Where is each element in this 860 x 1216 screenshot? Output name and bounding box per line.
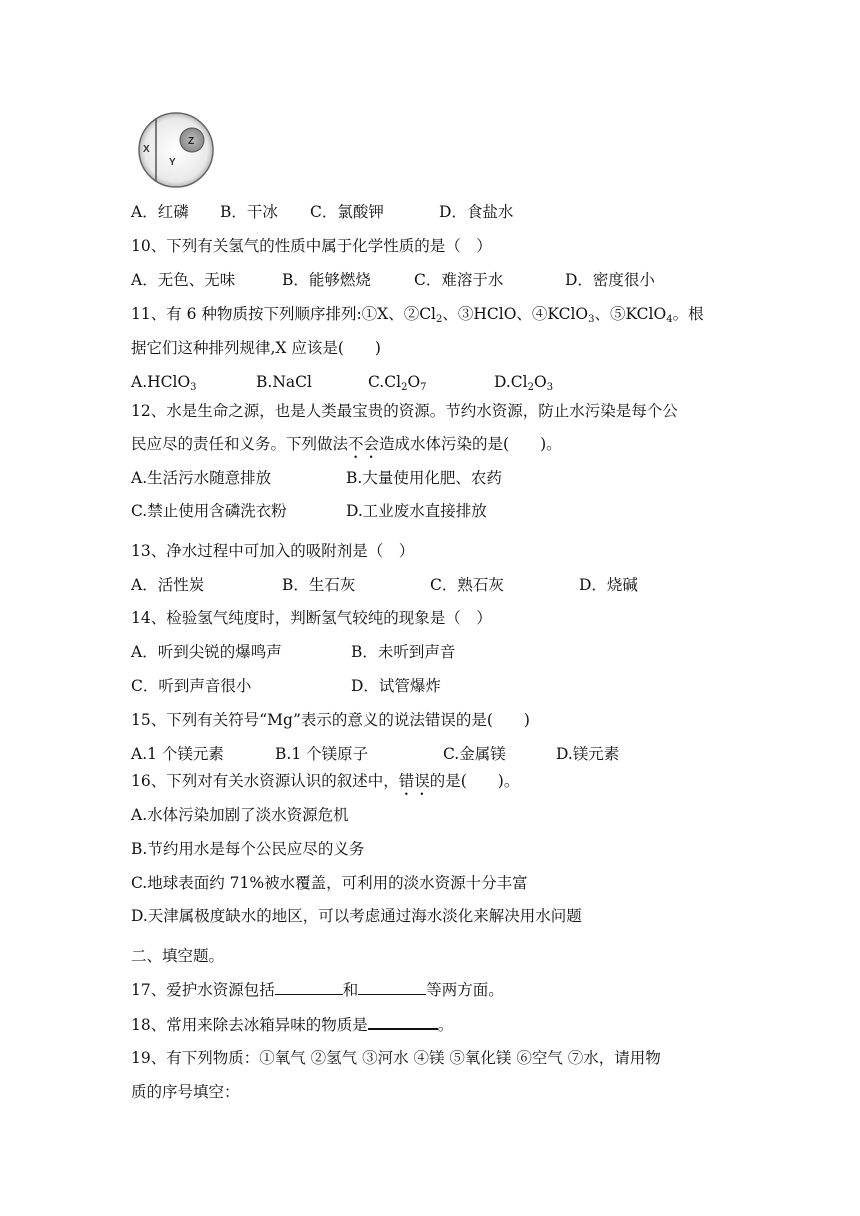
q11-stem-line1 — [131, 304, 704, 324]
q19-stem-line2: 质的序号填空： — [131, 1083, 240, 1101]
q18-text-part: 18、常用来除去冰箱异味的物质是 — [131, 1016, 368, 1034]
q11-option-c-sub: 7 — [420, 382, 427, 393]
label-y: Y — [169, 157, 176, 168]
q11-text-part: 。根 — [672, 305, 704, 323]
q12-option-b: B.大量使用化肥、农药 — [346, 469, 502, 487]
q16-emphasis: 错误 — [398, 772, 430, 790]
q16-option-b: B.节约用水是每个公民应尽的义务 — [131, 840, 365, 858]
q16-stem — [131, 771, 519, 799]
q14-option-a: A．听到尖锐的爆鸣声 — [131, 643, 282, 661]
q11-stem-line2: 据它们这种排列规律,X 应该是( ) — [131, 339, 381, 357]
label-x: X — [143, 144, 150, 155]
circle-x — [139, 113, 213, 187]
q13-option-c: C．熟石灰 — [430, 576, 504, 594]
q10-option-b: B．能够燃烧 — [282, 271, 371, 289]
q10-option-a: A．无色、无味 — [131, 271, 236, 289]
q9-option-d: D．食盐水 — [439, 203, 514, 221]
q12-option-a: A.生活污水随意排放 — [131, 469, 272, 487]
q12-text-part: 民应尽的责任和义务。下列做法 — [131, 435, 349, 453]
q9-option-c: C．氯酸钾 — [310, 203, 384, 221]
q15-option-d: D.镁元素 — [556, 745, 620, 763]
q9-option-b: B．干冰 — [220, 203, 278, 221]
q15-option-c: C.金属镁 — [443, 745, 506, 763]
q16-option-d: D.天津属极度缺水的地区，可以考虑通过海水淡化来解决用水问题 — [131, 907, 582, 925]
q11-text-part: 11、有 6 种物质按下列顺序排列:①X、②Cl — [131, 305, 437, 323]
q11-sub: 2 — [436, 314, 443, 325]
q11-option-b: B.NaCl — [256, 373, 312, 391]
q15-option-b: B.1 个镁原子 — [275, 745, 369, 763]
label-z: Z — [188, 136, 195, 147]
q18-blank[interactable] — [368, 1014, 438, 1030]
section-heading: 二、填空题。 — [131, 947, 225, 965]
q12-text-part: 造成水体污染的是( )。 — [379, 435, 562, 453]
q11-option-c-text: C.Cl — [368, 373, 402, 391]
q11-text-part: 、③HClO、④KClO — [442, 305, 589, 323]
q12-option-c: C.禁止使用含磷洗衣粉 — [131, 502, 287, 520]
q11-option-a-sub: 3 — [190, 382, 197, 393]
q12-emphasis: 不会 — [348, 435, 380, 453]
q13-option-d: D．烧碱 — [579, 576, 638, 594]
q9-option-a: A．红磷 — [131, 203, 189, 221]
q16-option-c: C.地球表面约 71%被水覆盖，可利用的淡水资源十分丰富 — [131, 874, 528, 892]
q11-sub: 3 — [588, 314, 595, 325]
q11-sub: 4 — [666, 314, 673, 325]
q13-stem: 13、净水过程中可加入的吸附剂是（ ） — [131, 542, 415, 560]
q10-stem: 10、下列有关氢气的性质中属于化学性质的是（ ） — [131, 237, 492, 255]
q16-text-part: 的是( )。 — [429, 772, 520, 790]
q12-stem-line1: 12、水是生命之源，也是人类最宝贵的资源。节约水资源，防止水污染是每个公 — [131, 402, 678, 420]
q14-option-d: D．试管爆炸 — [351, 677, 441, 695]
q14-option-b: B．未听到声音 — [351, 643, 456, 661]
q18-text-part: 。 — [437, 1016, 454, 1034]
q10-option-d: D．密度很小 — [565, 271, 655, 289]
q16-text-part: 16、下列对有关水资源认识的叙述中， — [131, 772, 399, 790]
q15-option-a: A.1 个镁元素 — [131, 745, 224, 763]
q11-option-c-sub: 2 — [401, 382, 408, 393]
q14-stem: 14、检验氢气纯度时，判断氢气较纯的现象是（ ） — [131, 609, 492, 627]
q11-option-a — [131, 372, 197, 392]
q18-stem — [131, 1014, 453, 1035]
q17-blank-2[interactable] — [358, 980, 426, 995]
q11-option-d-sub: 3 — [546, 382, 554, 393]
q11-text-part: 、⑤KClO — [594, 305, 667, 323]
q16-option-a: A.水体污染加剧了淡水资源危机 — [131, 806, 349, 824]
q11-option-d-sub: 2 — [527, 382, 534, 393]
q12-option-d: D.工业废水直接排放 — [346, 502, 487, 520]
q11-option-c-text: O — [407, 373, 421, 391]
classification-diagram — [136, 110, 216, 190]
q11-option-d — [494, 372, 553, 392]
q10-option-c: C．难溶于水 — [414, 271, 504, 289]
q17-text-part: 等两方面。 — [426, 981, 504, 999]
q13-option-b: B．生石灰 — [282, 576, 356, 594]
q13-option-a: A．活性炭 — [131, 576, 205, 594]
q11-option-d-text: O — [534, 373, 547, 391]
q11-option-d-text: D.Cl — [494, 373, 528, 391]
q12-stem-line2 — [131, 434, 562, 462]
q19-stem-line1: 19、有下列物质：①氧气 ②氢气 ③河水 ④镁 ⑤氧化镁 ⑥空气 ⑦水，请用物 — [131, 1049, 661, 1067]
q17-blank-1[interactable] — [275, 980, 343, 995]
q17-text-part: 和 — [342, 981, 359, 999]
q15-stem: 15、下列有关符号“Mg”表示的意义的说法错误的是( ) — [131, 711, 530, 729]
q14-option-c: C．听到声音很小 — [131, 677, 252, 695]
q11-option-a-text: A.HClO — [131, 373, 191, 391]
q17-text-part: 17、爱护水资源包括 — [131, 981, 275, 999]
q11-option-c — [368, 372, 427, 392]
q17-stem — [131, 980, 504, 1000]
